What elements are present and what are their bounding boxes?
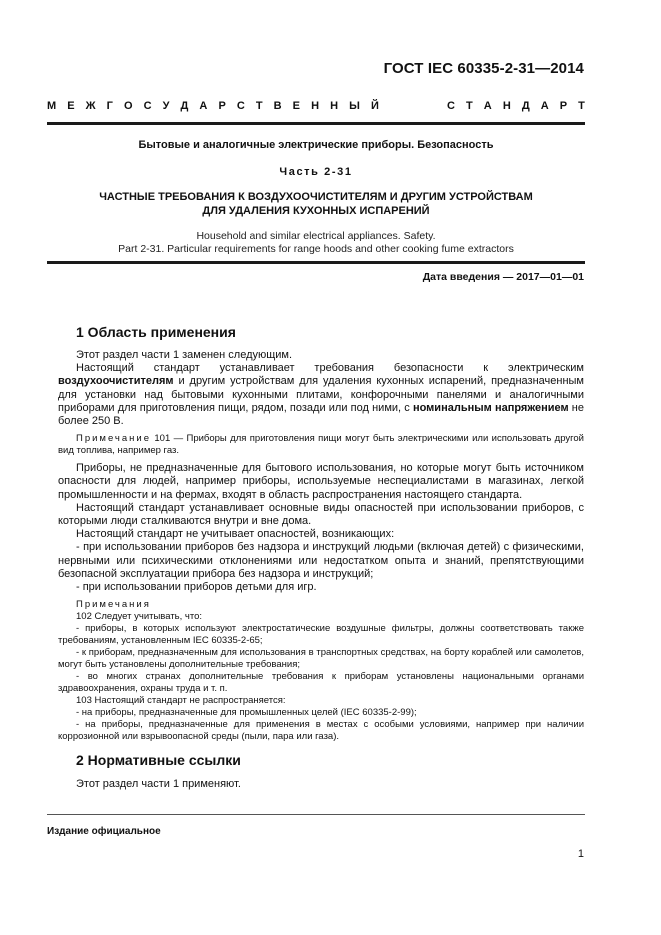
banner-letter: Т (578, 100, 585, 112)
title-english (47, 230, 585, 256)
banner-letter: В (273, 100, 282, 112)
introduction-date: Дата введения — 2017—01—01 (422, 271, 584, 283)
footer-divider (47, 814, 585, 815)
note-item: - на приборы, предназначенные для промышленных целей (IEC 60335-2-99); (76, 707, 417, 719)
title-main-line: ДЛЯ УДАЛЕНИЯ КУХОННЫХ ИСПАРЕНИЙ (202, 205, 430, 217)
list-item: - при использовании приборов детьми для игр. (76, 581, 317, 594)
note-101: Примечание 101 — Приборы для приготовления пищи могут быть электрическими или использовать другой вид топлива, например газ. (58, 433, 584, 457)
note-item: - на приборы, предназначенные для применения в местах с особыми условиями, например при наличии коррозионной или взрывоопасной среды (пыли, пара или газа). (58, 719, 584, 743)
banner-letter: А (540, 100, 549, 112)
title-english-line: Household and similar electrical appliances. Safety. (196, 230, 436, 242)
banner-letter: Н (311, 100, 320, 112)
paragraph: Этот раздел части 1 заменен следующим. (76, 349, 293, 361)
defined-term: номинальным напряжением (412, 401, 569, 414)
note-item: - во многих странах дополнительные требования к приборам установлены национальными органами здравоохранения, охраны труда и т. п. (58, 671, 584, 695)
banner-word-gap (390, 100, 436, 112)
banner-letter: Т (466, 100, 473, 112)
list-item: - при использовании приборов без надзора и инструкций людьми (включая детей) с физическими, нервными или психическими отклонениями или недостатком опыта и знаний, препятствующими безопасной эксплуатации прибора без надзора и инструкций; (58, 541, 584, 580)
banner-letter: Д (521, 100, 530, 112)
interstate-standard-banner (47, 100, 585, 112)
section-references-body (58, 778, 584, 791)
banner-letter: О (123, 100, 133, 112)
banner-letter: Ы (349, 100, 360, 112)
paragraph: Этот раздел части 1 применяют. (76, 778, 241, 790)
defined-term: воздухоочистителям (58, 375, 174, 388)
paragraph: Настоящий стандарт устанавливает основные виды опасностей при использовании приборов, с которыми люди сталкиваются внутри и вне дома. (58, 501, 584, 528)
banner-letter: Ж (85, 100, 96, 112)
note-label: Примечание (76, 433, 151, 445)
banner-letter: Е (67, 100, 75, 112)
banner-letter: С (143, 100, 152, 112)
page-number: 1 (577, 848, 584, 860)
banner-letter: М (47, 100, 57, 112)
note-item: - к приборам, предназначенным для использования в транспортных средствах, на борту кораблей или самолетов, могут быть установлены дополнительные требования; (58, 647, 584, 671)
note-item: - приборы, в которых используют электростатические воздушные фильтры, должны соответствовать также требованиям, установленным IEC 60335-2-65; (58, 623, 584, 647)
banner-letter: Р (218, 100, 226, 112)
banner-letter: Н (502, 100, 511, 112)
banner-letter: С (236, 100, 245, 112)
notes-label: Примечания (76, 599, 151, 611)
banner-letter: Г (106, 100, 113, 112)
banner-letter: У (162, 100, 170, 112)
title-main (47, 190, 585, 218)
official-edition-label: Издание официальное (47, 826, 161, 837)
section-heading-normative-references: 2 Нормативные ссылки (76, 752, 241, 768)
title-divider (47, 261, 585, 264)
paragraph: Настоящий стандарт устанавливает требования безопасности к электрическим воздухоочистителям и другим устройствам для удаления кухонных испарений, предназначенным для установки над бытовыми кухонными плитами, конфорочными панелями и аналогичными приборами для приготовления пищи, рядом, позади или под ними, с номинальным напряжением не более 250 В. (58, 362, 584, 428)
banner-letter: Й (370, 100, 379, 112)
title-english-line: Part 2-31. Particular requirements for range hoods and other cooking fume extractors (118, 243, 514, 255)
banner-letter: Т (255, 100, 263, 112)
banner-letter: А (199, 100, 208, 112)
banner-letter: Н (330, 100, 339, 112)
gost-number: ГОСТ IEC 60335-2-31—2014 (383, 60, 584, 77)
title-main-line: ЧАСТНЫЕ ТРЕБОВАНИЯ К ВОЗДУХООЧИСТИТЕЛЯМ И ДРУГИМ УСТРОЙСТВАМ (99, 191, 533, 203)
section-scope-body (58, 349, 584, 743)
paragraph: Приборы, не предназначенные для бытового использования, но которые могут быть источником опасности для людей, например приборы, используемые неспециалистами в магазинах, легкой промышленности и на фермах, входят в область распространения настоящего стандарта. (58, 462, 584, 501)
banner-letter: Р (559, 100, 568, 112)
banner-letter: Е (292, 100, 301, 112)
note-102: 102 Следует учитывать, что: (76, 611, 203, 623)
banner-letter: А (483, 100, 492, 112)
banner-letter: С (446, 100, 455, 112)
title-part: Часть 2-31 (279, 166, 353, 178)
banner-letter: Д (180, 100, 189, 112)
note-103: 103 Настоящий стандарт не распространяется: (76, 695, 286, 707)
top-divider (47, 122, 585, 125)
paragraph: Настоящий стандарт не учитывает опасностей, возникающих: (76, 528, 395, 541)
section-heading-scope: 1 Область применения (76, 324, 236, 340)
title-general: Бытовые и аналогичные электрические приборы. Безопасность (138, 139, 494, 151)
